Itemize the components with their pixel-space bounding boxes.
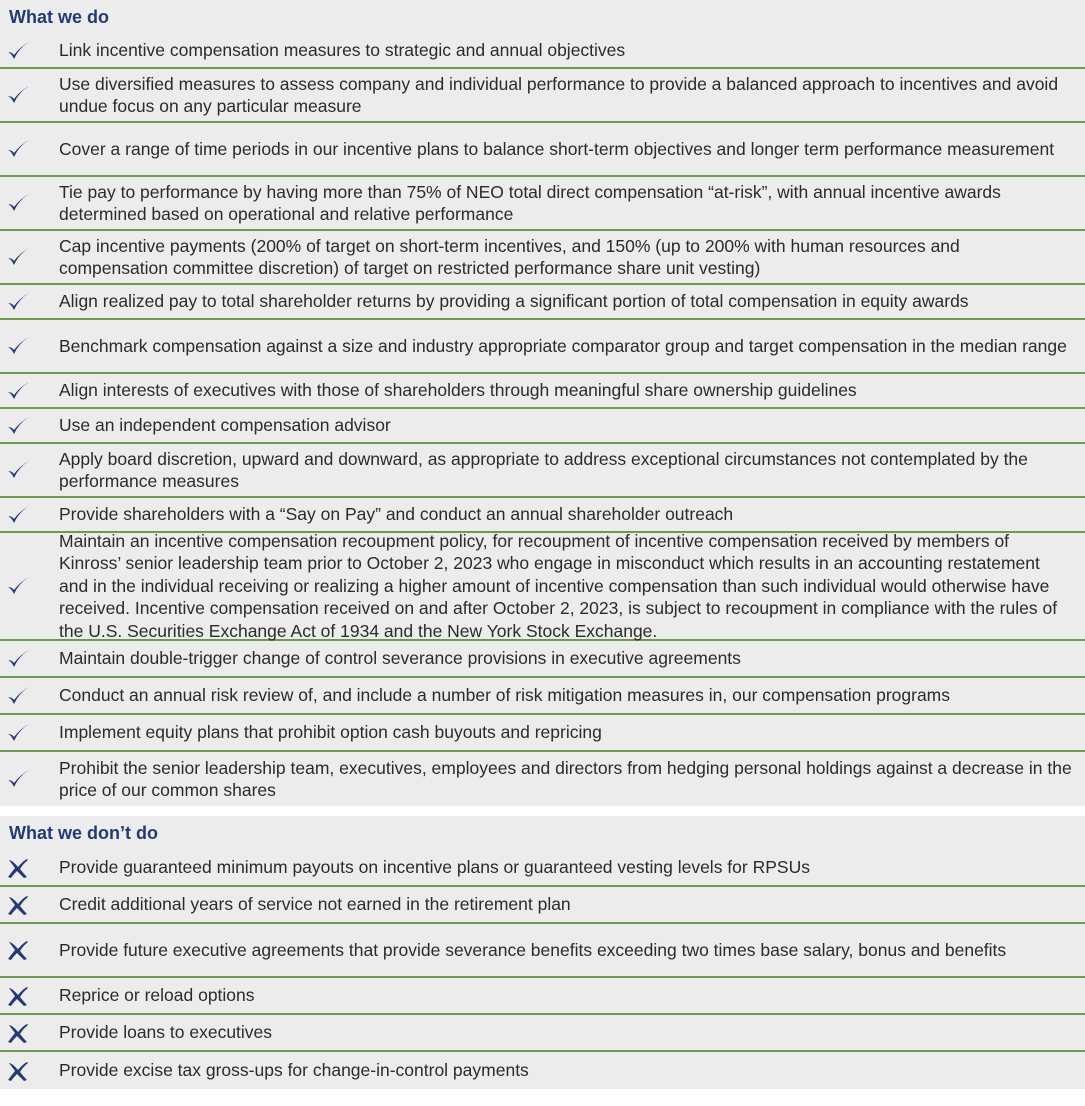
do-item <box>0 641 1085 678</box>
do-item <box>0 34 1085 69</box>
check-icon <box>0 459 59 481</box>
what-we-dont-do-section <box>0 816 1085 1089</box>
check-icon <box>0 138 59 160</box>
do-item-text: Cover a range of time periods in our incentive plans to balance short-term objectives and longer term performance measurement <box>59 138 1055 159</box>
check-icon <box>0 768 59 790</box>
check-icon <box>0 335 59 357</box>
dont-item <box>0 850 1085 887</box>
do-item-text: Align realized pay to total shareholder returns by providing a significant portion of total compensation in equity awards <box>59 291 969 312</box>
do-item-text: Link incentive compensation measures to strategic and annual objectives <box>59 40 626 61</box>
do-item-text: Maintain an incentive compensation recoupment policy, for recoupment of incentive compensation received by members of Kinross’ senior leadership team prior to October 2, 2023 who engage in misconduct which results in an accounting restatement and in the individual receiving or realizing a higher amount of incentive compensation than such individual would otherwise have received. Incentive compensation received on and after October 2, 2023, is subject to recoupment in compliance with the rules of the U.S. Securities Exchange Act of 1934 and the New York Stock Exchange. <box>59 530 1058 641</box>
do-item <box>0 320 1085 374</box>
do-item-text: Tie pay to performance by having more than 75% of NEO total direct compensation “at-risk”, with annual incentive awards determined based on operational and relative performance <box>59 181 1001 224</box>
dont-item <box>0 1052 1085 1089</box>
x-mark-icon <box>0 857 59 879</box>
x-mark-icon <box>0 894 59 916</box>
do-item <box>0 69 1085 123</box>
do-item <box>0 444 1085 498</box>
do-item <box>0 715 1085 752</box>
do-item-text: Align interests of executives with those of shareholders through meaningful share ownership guidelines <box>59 380 857 401</box>
what-we-dont-do-header <box>0 816 1085 850</box>
check-icon <box>0 722 59 744</box>
what-we-do-header <box>0 0 1085 34</box>
what-we-do-list <box>0 34 1085 806</box>
do-item-text: Prohibit the senior leadership team, executives, employees and directors from hedging personal holdings against a decrease in the price of our common shares <box>59 757 1072 800</box>
do-item <box>0 530 1085 641</box>
check-icon <box>0 648 59 670</box>
dont-item <box>0 978 1085 1015</box>
check-icon <box>0 40 59 62</box>
do-item <box>0 498 1085 533</box>
do-item-text: Benchmark compensation against a size and industry appropriate comparator group and target compensation in the median range <box>59 335 1067 356</box>
do-item <box>0 231 1085 285</box>
what-we-do-title: What we do <box>9 6 109 27</box>
dont-item <box>0 887 1085 924</box>
do-item-text: Provide shareholders with a “Say on Pay” and conduct an annual shareholder outreach <box>59 504 734 525</box>
check-icon <box>0 380 59 402</box>
x-mark-icon <box>0 1060 59 1082</box>
do-item <box>0 374 1085 409</box>
check-icon <box>0 685 59 707</box>
do-item <box>0 409 1085 444</box>
do-item-text: Maintain double-trigger change of control severance provisions in executive agreements <box>59 648 741 669</box>
do-item-text: Use diversified measures to assess company and individual performance to provide a balanced approach to incentives and avoid undue focus on any particular measure <box>59 73 1059 116</box>
x-mark-icon <box>0 939 59 961</box>
dont-item-text: Credit additional years of service not earned in the retirement plan <box>59 894 571 915</box>
check-icon <box>0 84 59 106</box>
dont-item-text: Provide future executive agreements that provide severance benefits exceeding two times base salary, bonus and benefits <box>59 939 1007 960</box>
do-item-text: Use an independent compensation advisor <box>59 415 391 436</box>
do-item <box>0 177 1085 231</box>
do-item-text: Implement equity plans that prohibit option cash buyouts and repricing <box>59 722 602 743</box>
dont-item-text: Reprice or reload options <box>59 985 255 1006</box>
check-icon <box>0 192 59 214</box>
do-item <box>0 285 1085 320</box>
dont-item <box>0 924 1085 978</box>
check-icon <box>0 504 59 526</box>
do-item-text: Conduct an annual risk review of, and include a number of risk mitigation measures in, our compensation programs <box>59 685 951 706</box>
dont-item-text: Provide guaranteed minimum payouts on incentive plans or guaranteed vesting levels for RPSUs <box>59 857 810 878</box>
do-item <box>0 752 1085 806</box>
do-item-text: Cap incentive payments (200% of target on short-term incentives, and 150% (up to 200% with human resources and compensation committee discretion) of target on restricted performance share unit vesting) <box>59 235 960 278</box>
what-we-dont-do-title: What we don’t do <box>9 822 158 843</box>
dont-item-text: Provide excise tax gross-ups for change-in-control payments <box>59 1060 529 1081</box>
dont-item <box>0 1015 1085 1052</box>
x-mark-icon <box>0 985 59 1007</box>
do-item <box>0 123 1085 177</box>
what-we-dont-do-list <box>0 850 1085 1089</box>
check-icon <box>0 291 59 313</box>
do-item <box>0 678 1085 715</box>
x-mark-icon <box>0 1022 59 1044</box>
do-item-text: Apply board discretion, upward and downward, as appropriate to address exceptional circumstances not contemplated by the performance measures <box>59 448 1028 491</box>
section-gap <box>0 806 1085 816</box>
check-icon <box>0 246 59 268</box>
check-icon <box>0 575 59 597</box>
dont-item-text: Provide loans to executives <box>59 1022 273 1043</box>
check-icon <box>0 415 59 437</box>
